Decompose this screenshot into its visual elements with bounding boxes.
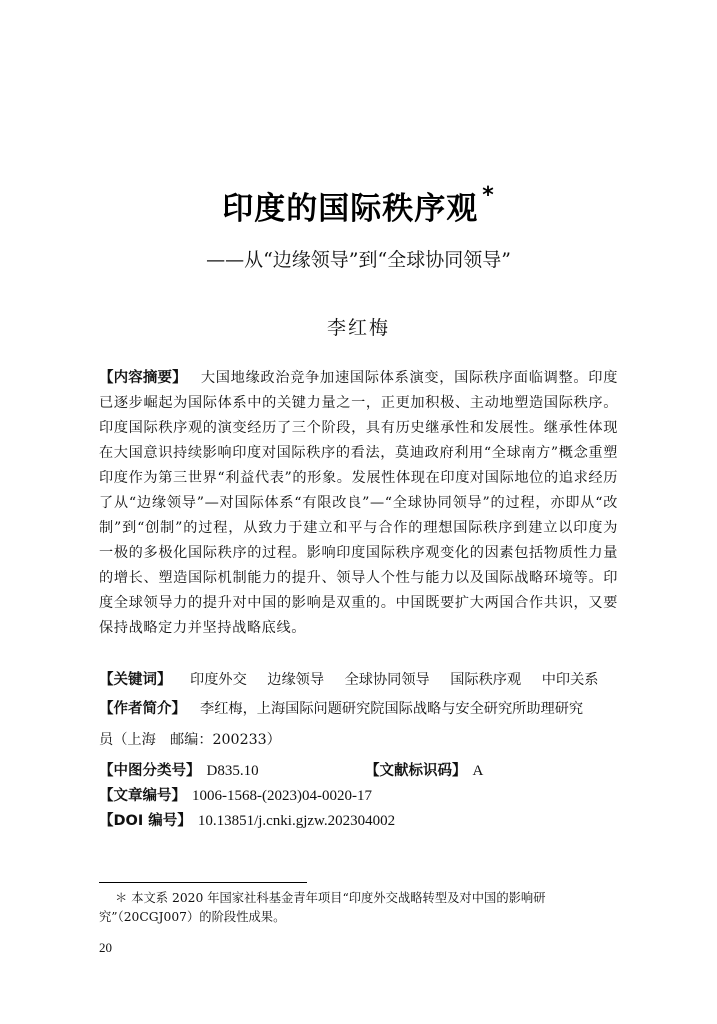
abstract-label: 【内容摘要】 <box>99 370 187 386</box>
keyword-item: 中印关系 <box>541 672 599 688</box>
article-subtitle: ——从“边缘领导”到“全球协同领导” <box>206 249 511 271</box>
keyword-item: 全球协同领导 <box>344 672 430 688</box>
title-footnote-mark[interactable]: * <box>482 183 495 208</box>
author-bio-label: 【作者简介】 <box>99 701 186 717</box>
page-number: 20 <box>99 940 112 955</box>
author-name: 李红梅 <box>326 317 390 339</box>
keyword-item: 印度外交 <box>190 672 247 688</box>
keyword-item: 国际秩序观 <box>450 672 522 688</box>
doi <box>99 809 395 830</box>
doc-code-label: 【文献标识码】 <box>365 763 467 779</box>
footnote-divider <box>99 882 307 883</box>
author-bio-line1 <box>99 697 618 718</box>
keyword-item: 边缘领导 <box>267 672 325 688</box>
author-bio-line2: 员（上海 邮编：200233） <box>99 732 281 748</box>
abstract-text: 大国地缘政治竞争加速国际体系演变，国际秩序面临调整。印度已逐步崛起为国际体系中的关键力量之一，正更加积极、主动地塑造国际秩序。印度国际秩序观的演变经历了三个阶段，具有历史继承性和发展性。继承性体现在大国意识持续影响印度对国际秩序的看法，莫迪政府利用“全球南方”概念重塑印度作为第三世界“利益代表”的形象。发展性体现在印度对国际地位的追求经历了从“边缘领导”—对国际体系“有限改良”—“全球协同领导”的过程，亦即从“改制”到“创制”的过程，从致力于建立和平与合作的理想国际秩序到建立以印度为一极的多极化国际秩序的过程。影响印度国际秩序观变化的因素包括物质性力量的增长、塑造国际机制能力的提升、领导人个性与能力以及国际战略环境等。印度全球领导力的提升对中国的影响是双重的。中国既要扩大两国合作共识，又要保持战略定力并坚持战略底线。 <box>99 370 618 636</box>
doc-code-value: A <box>472 763 484 779</box>
clc-value: D835.10 <box>206 763 259 779</box>
author-bio-text: 李红梅，上海国际问题研究院国际战略与安全研究所助理研究 <box>200 701 584 717</box>
doi-label: 【DOI 编号】 <box>99 813 192 829</box>
doi-value[interactable]: 10.13851/j.cnki.gjzw.202304002 <box>197 813 396 829</box>
article-number-label: 【文章编号】 <box>99 788 186 804</box>
article-title <box>0 183 717 228</box>
keywords-label: 【关键词】 <box>99 672 172 688</box>
doc-code <box>365 759 483 780</box>
title-text: 印度的国际秩序观 <box>222 191 479 227</box>
keywords-line <box>99 668 618 689</box>
footnote: ＊ 本文系 2020 年国家社科基金青年项目“印度外交战略转型及对中国的影响研究”（20CGJ007）的阶段性成果。 <box>99 891 546 924</box>
clc-number <box>99 759 259 780</box>
article-number <box>99 784 372 805</box>
article-number-value: 1006-1568-(2023)04-0020-17 <box>192 788 372 804</box>
abstract-section <box>99 366 618 641</box>
clc-label: 【中图分类号】 <box>99 763 201 779</box>
